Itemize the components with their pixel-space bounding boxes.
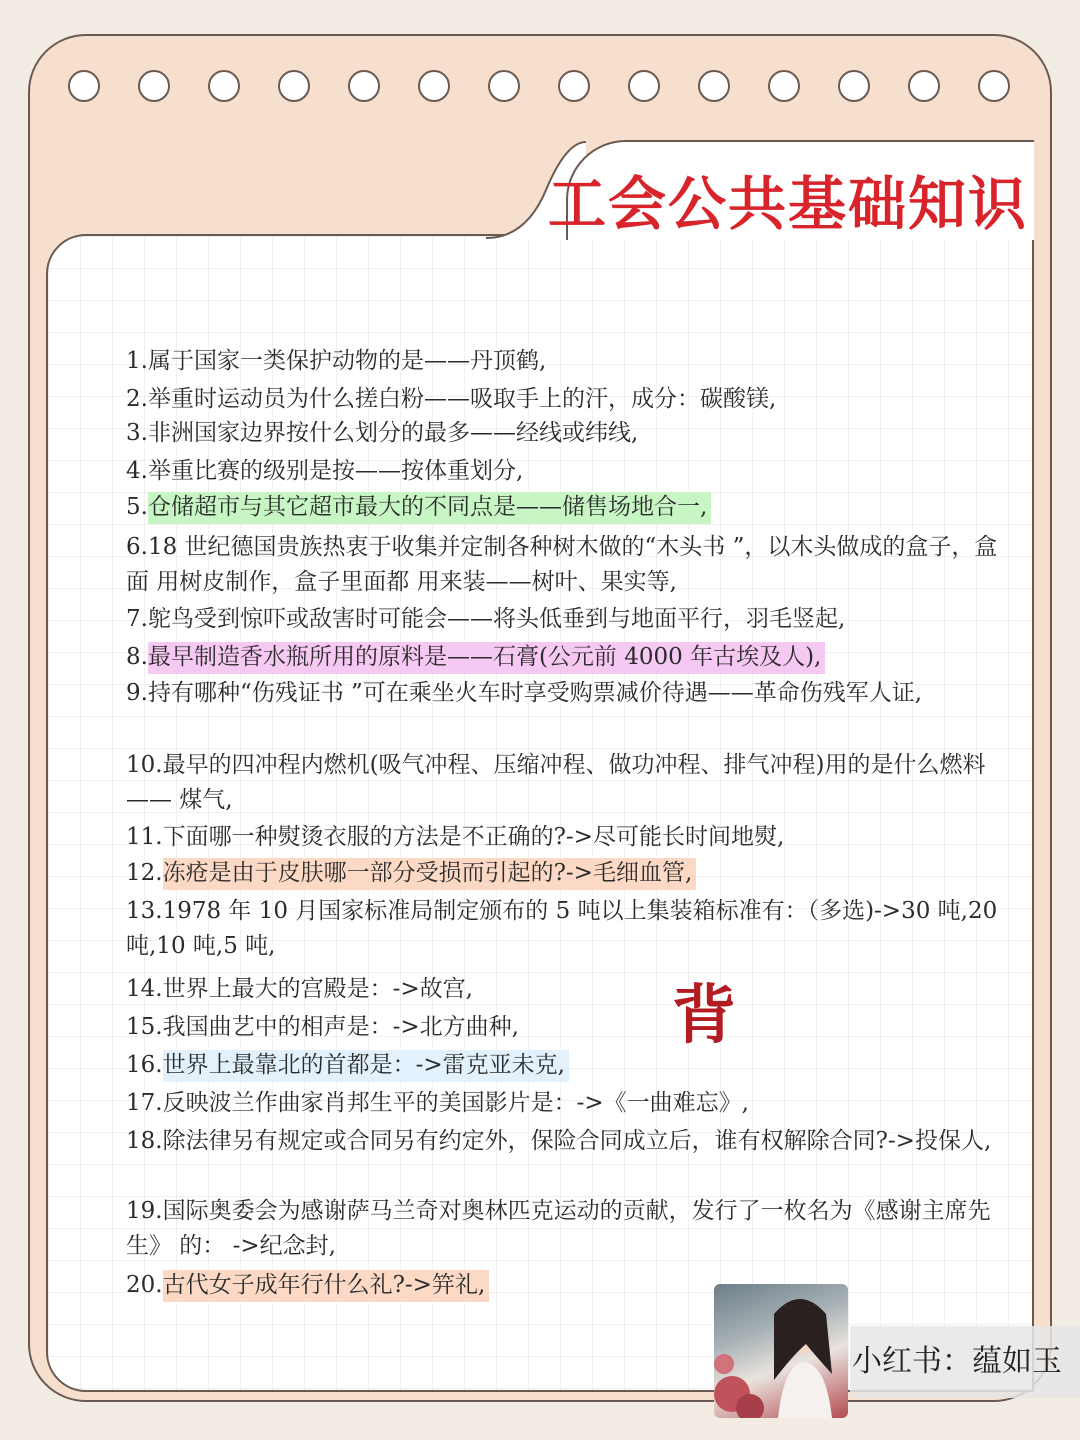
item-text: 仓储超市与其它超市最大的不同点是——储售场地合一, <box>148 492 711 524</box>
page-title: 工会公共基础知识 <box>548 170 1029 238</box>
binder-hole-icon <box>348 70 380 102</box>
list-item <box>126 894 1005 964</box>
item-text: 1978 年 10 月国家标准局制定颁布的 5 吨以上集装箱标准有：（多选)->30 吨,20 吨,10 吨,5 吨, <box>126 898 1005 959</box>
item-number: 6. <box>126 534 148 560</box>
item-text: 反映波兰作曲家肖邦生平的美国影片是：->《一曲难忘》, <box>162 1090 749 1116</box>
item-text: 世界上最靠北的首都是：->雷克亚未克, <box>163 1050 569 1082</box>
list-item <box>126 1048 1002 1083</box>
binder-hole-icon <box>978 70 1010 102</box>
list-item <box>126 602 1002 637</box>
list-item <box>126 640 1002 675</box>
item-number: 12. <box>126 860 163 886</box>
binder-hole-icon <box>768 70 800 102</box>
list-item <box>126 676 1002 711</box>
item-number: 13. <box>126 898 163 924</box>
item-number: 19. <box>126 1198 163 1224</box>
item-number: 16. <box>126 1052 163 1078</box>
list-item <box>126 344 1002 379</box>
item-number: 1. <box>126 348 148 374</box>
item-number: 3. <box>126 420 148 446</box>
item-number: 2. <box>126 386 148 412</box>
binder-hole-icon <box>208 70 240 102</box>
list-item <box>126 1086 1002 1121</box>
list-item <box>126 748 1002 818</box>
list-item <box>126 1268 1002 1303</box>
list-item <box>126 530 1002 600</box>
item-text: 古代女子成年行什么礼?->笄礼, <box>163 1270 490 1302</box>
item-text: 举重时运动员为什么搓白粉——吸取手上的汗，成分：碳酸镁, <box>147 386 777 412</box>
item-number: 15. <box>126 1014 163 1040</box>
binder-hole-icon <box>558 70 590 102</box>
list-item <box>126 1194 1002 1264</box>
item-number: 20. <box>126 1272 163 1298</box>
binder-holes <box>68 70 1018 104</box>
item-text: 18 世纪德国贵族热衷于收集并定制各种树木做的“木头书 ”，以木头做成的盒子，盒面 用树皮制作，盒子里面都 用来装——树叶、果实等, <box>126 534 998 595</box>
list-item <box>126 416 1002 451</box>
binder-hole-icon <box>628 70 660 102</box>
item-number: 9. <box>126 680 148 706</box>
list-item <box>126 972 1002 1007</box>
binder-hole-icon <box>138 70 170 102</box>
binder-hole-icon <box>838 70 870 102</box>
item-text: 属于国家一类保护动物的是——丹顶鹤, <box>147 348 547 374</box>
item-number: 18. <box>126 1128 163 1154</box>
list-item <box>126 820 1002 855</box>
item-text: 冻疮是由于皮肤哪一部分受损而引起的?->毛细血管, <box>163 858 697 890</box>
binder-hole-icon <box>698 70 730 102</box>
memorize-stamp: 背 <box>672 979 736 1053</box>
list-item <box>126 856 1002 891</box>
item-text: 举重比赛的级别是按——按体重划分, <box>147 458 524 484</box>
item-number: 8. <box>126 644 148 670</box>
item-text: 最早制造香水瓶所用的原料是——石膏(公元前 4000 年古埃及人), <box>148 642 825 674</box>
item-number: 14. <box>126 976 163 1002</box>
list-item <box>126 382 1002 417</box>
item-number: 17. <box>126 1090 163 1116</box>
binder-hole-icon <box>278 70 310 102</box>
item-number: 5. <box>126 494 148 520</box>
item-text: 鸵鸟受到惊吓或敌害时可能会——将头低垂到与地面平行，羽毛竖起, <box>147 606 846 632</box>
item-text: 我国曲艺中的相声是：->北方曲种, <box>162 1014 519 1040</box>
item-text: 除法律另有规定或合同另有约定外，保险合同成立后，谁有权解除合同?->投保人, <box>162 1128 992 1154</box>
watermark-label: 小红书：蕴如玉 <box>852 1344 1062 1379</box>
item-number: 7. <box>126 606 148 632</box>
avatar <box>714 1284 848 1418</box>
item-text: 最早的四冲程内燃机(吸气冲程、压缩冲程、做功冲程、排气冲程)用的是什么燃料—— 煤气, <box>126 752 986 813</box>
binder-hole-icon <box>488 70 520 102</box>
item-text: 国际奥委会为感谢萨马兰奇对奥林匹克运动的贡献，发行了一枚名为《感谢主席先生》 的： ->纪念封, <box>126 1198 991 1259</box>
item-text: 世界上最大的宫殿是：->故宫, <box>162 976 473 1002</box>
list-item <box>126 1124 1002 1159</box>
item-text: 持有哪种“伤残证书 ”可在乘坐火车时享受购票减价待遇——革命伤残军人证, <box>147 680 923 706</box>
list-item <box>126 490 1002 525</box>
binder-hole-icon <box>418 70 450 102</box>
item-text: 下面哪一种熨烫衣服的方法是不正确的?->尽可能长时间地熨, <box>162 824 785 850</box>
item-number: 4. <box>126 458 148 484</box>
binder-hole-icon <box>908 70 940 102</box>
binder-hole-icon <box>68 70 100 102</box>
list-item <box>126 1010 1002 1045</box>
item-text: 非洲国家边界按什么划分的最多——经线或纬线, <box>147 420 639 446</box>
item-number: 10. <box>126 752 163 778</box>
list-item <box>126 454 1002 489</box>
item-number: 11. <box>126 824 163 850</box>
